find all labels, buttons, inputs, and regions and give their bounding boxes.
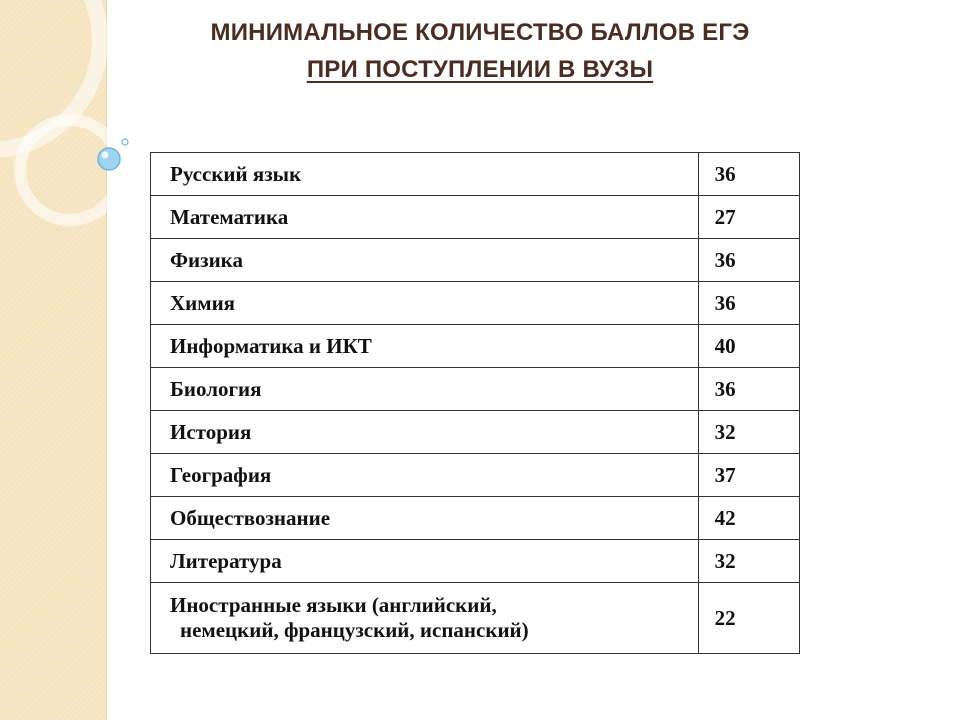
table-row	[151, 196, 800, 239]
score-cell: 27	[698, 196, 799, 239]
score-cell: 36	[698, 282, 799, 325]
table-row	[151, 325, 800, 368]
score-cell: 32	[698, 411, 799, 454]
table-row	[151, 583, 800, 654]
subject-cell: Русский язык	[151, 153, 699, 196]
table-row	[151, 497, 800, 540]
table-row	[151, 540, 800, 583]
subject-cell: Информатика и ИКТ	[151, 325, 699, 368]
subject-cell	[151, 583, 699, 654]
subject-line1: Иностранные языки (английский,	[170, 593, 497, 617]
table-row	[151, 368, 800, 411]
subject-cell: География	[151, 454, 699, 497]
score-cell: 37	[698, 454, 799, 497]
min-scores-table	[150, 152, 800, 654]
score-cell: 42	[698, 497, 799, 540]
table-row	[151, 153, 800, 196]
table-row	[151, 282, 800, 325]
subject-cell: Биология	[151, 368, 699, 411]
bubble-icon-large	[98, 148, 120, 170]
score-cell: 36	[698, 368, 799, 411]
page-title-line1: МИНИМАЛЬНОЕ КОЛИЧЕСТВО БАЛЛОВ ЕГЭ	[210, 19, 750, 46]
subject-cell: Литература	[151, 540, 699, 583]
bubble-icon-small	[122, 139, 128, 145]
table-row	[151, 411, 800, 454]
score-cell: 36	[698, 153, 799, 196]
page-title-line2	[110, 56, 850, 84]
page-title-line2-text: ПРИ ПОСТУПЛЕНИИ В ВУЗЫ	[306, 56, 654, 83]
score-cell: 22	[698, 583, 799, 654]
subject-line2: немецкий, французский, испанский)	[180, 618, 529, 642]
bubble-highlight	[102, 152, 109, 159]
score-cell: 32	[698, 540, 799, 583]
table-row	[151, 239, 800, 282]
subject-cell: История	[151, 411, 699, 454]
score-cell: 36	[698, 239, 799, 282]
subject-cell: Химия	[151, 282, 699, 325]
subject-cell: Физика	[151, 239, 699, 282]
subject-cell: Обществознание	[151, 497, 699, 540]
table-row	[151, 454, 800, 497]
score-cell: 40	[698, 325, 799, 368]
subject-cell: Математика	[151, 196, 699, 239]
